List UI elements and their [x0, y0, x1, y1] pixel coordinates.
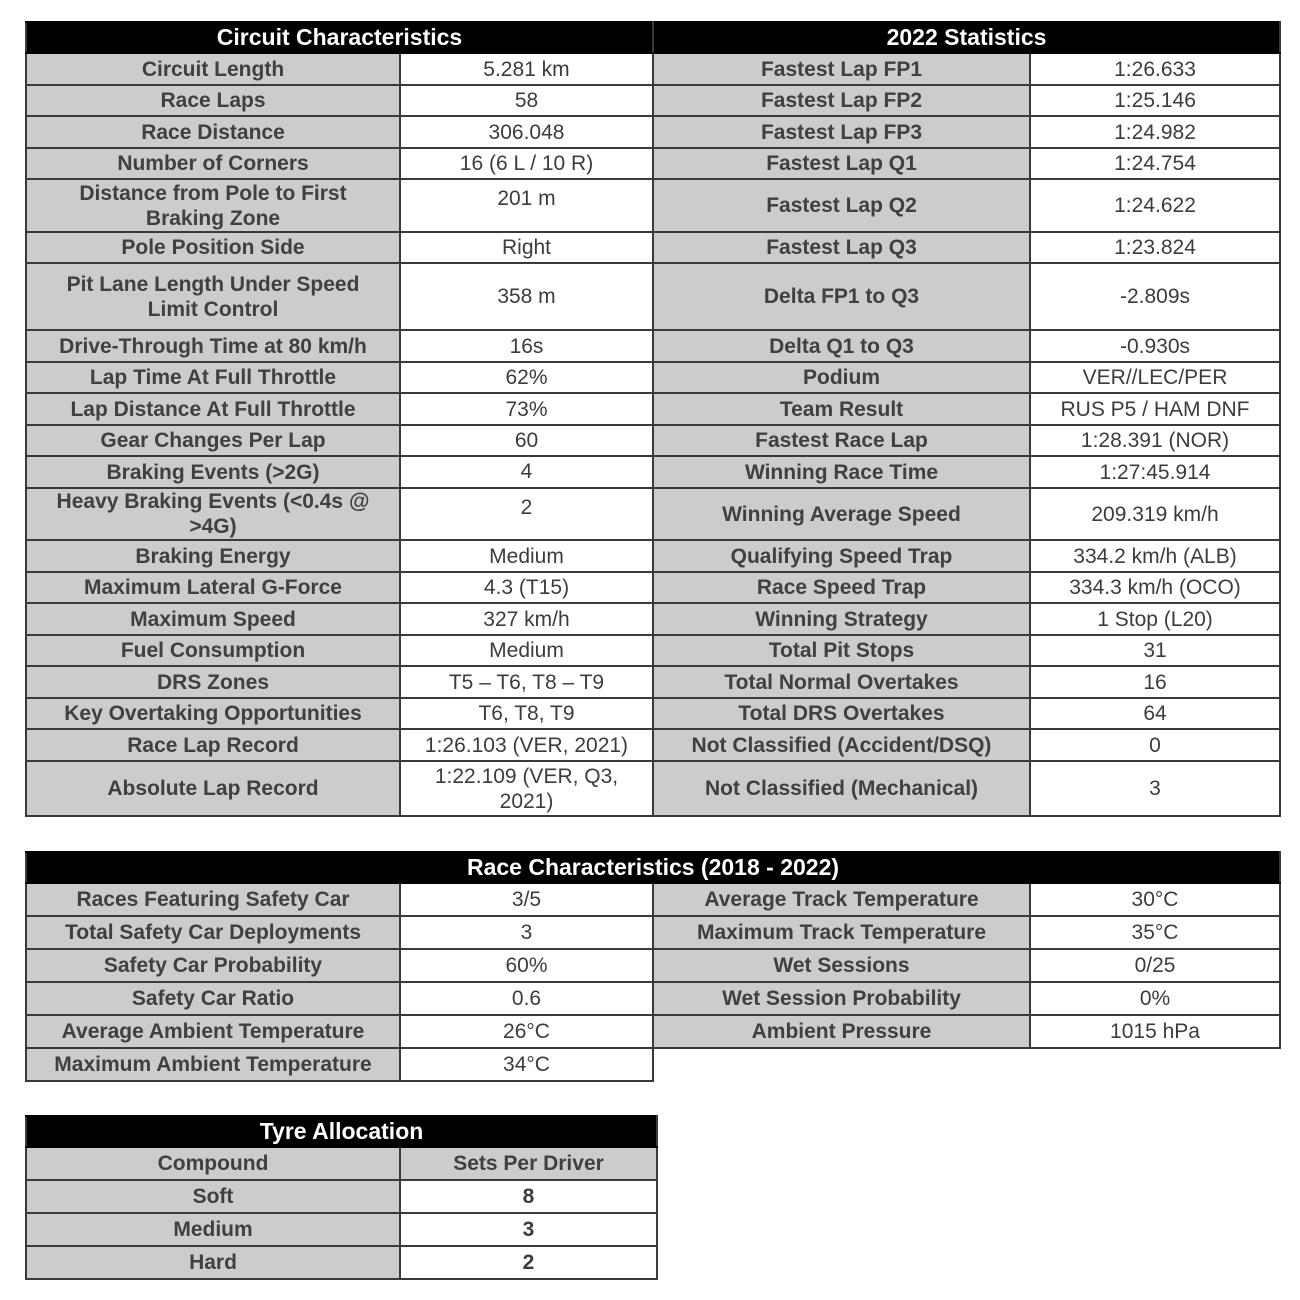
- circuit-label: Absolute Lap Record: [26, 761, 400, 816]
- circuit-value: 62%: [400, 362, 653, 393]
- circuit-value: 358 m: [400, 263, 653, 330]
- circuit-label: DRS Zones: [26, 666, 400, 698]
- stats-label: Total DRS Overtakes: [653, 698, 1030, 729]
- stats-value: -2.809s: [1030, 263, 1280, 330]
- race-value: 35°C: [1030, 916, 1280, 949]
- stats-value: 1:23.824: [1030, 232, 1280, 263]
- circuit-value: T6, T8, T9: [400, 698, 653, 729]
- race-label: Total Safety Car Deployments: [26, 916, 400, 949]
- circuit-value: 327 km/h: [400, 603, 653, 635]
- table-row: [26, 761, 1280, 816]
- stats-label: Fastest Lap FP2: [653, 85, 1030, 116]
- circuit-value: 4.3 (T15): [400, 572, 653, 603]
- stats-label: Not Classified (Mechanical): [653, 761, 1030, 816]
- circuit-value: 1:26.103 (VER, 2021): [400, 729, 653, 761]
- table-row: [26, 949, 1280, 982]
- circuit-characteristics-title: Circuit Characteristics: [26, 22, 653, 53]
- circuit-label: Circuit Length: [26, 53, 400, 85]
- tyre-allocation-table: [25, 1115, 658, 1280]
- circuit-label: Braking Energy: [26, 540, 400, 572]
- table-row: [26, 488, 1280, 540]
- circuit-label: Lap Distance At Full Throttle: [26, 393, 400, 425]
- stats-label: Fastest Lap Q2: [653, 179, 1030, 232]
- table-row: [26, 148, 1280, 179]
- sets-column-header: Sets Per Driver: [400, 1147, 657, 1180]
- race-label: Maximum Ambient Temperature: [26, 1048, 400, 1081]
- stats-value: 64: [1030, 698, 1280, 729]
- circuit-label: Pit Lane Length Under Speed Limit Control: [26, 263, 400, 330]
- stats-value: RUS P5 / HAM DNF: [1030, 393, 1280, 425]
- table-row: [26, 666, 1280, 698]
- race-label: Wet Session Probability: [653, 982, 1030, 1015]
- compound-column-header: Compound: [26, 1147, 400, 1180]
- sets-value: 3: [400, 1213, 657, 1246]
- table-row: [26, 330, 1280, 362]
- circuit-value: 201 m: [400, 179, 653, 232]
- circuit-value: Medium: [400, 540, 653, 572]
- race-characteristics-table: [25, 851, 1281, 1082]
- table-row: [26, 456, 1280, 488]
- race-value: 30°C: [1030, 883, 1280, 916]
- race-label: Average Ambient Temperature: [26, 1015, 400, 1048]
- stats-value: 334.3 km/h (OCO): [1030, 572, 1280, 603]
- race-label: Maximum Track Temperature: [653, 916, 1030, 949]
- stats-value: 209.319 km/h: [1030, 488, 1280, 540]
- circuit-label: Pole Position Side: [26, 232, 400, 263]
- race-label: Safety Car Ratio: [26, 982, 400, 1015]
- stats-value: 1 Stop (L20): [1030, 603, 1280, 635]
- stats-label: Winning Average Speed: [653, 488, 1030, 540]
- circuit-label: Distance from Pole to First Braking Zone: [26, 179, 400, 232]
- table-row: [26, 393, 1280, 425]
- circuit-value: Right: [400, 232, 653, 263]
- compound-name: Soft: [26, 1180, 400, 1213]
- table-row: [26, 1246, 657, 1279]
- table-row: [26, 53, 1280, 85]
- circuit-value: 60: [400, 425, 653, 456]
- table-row: [26, 85, 1280, 116]
- stats-label: Total Normal Overtakes: [653, 666, 1030, 698]
- table-row: [26, 982, 1280, 1015]
- table-row: [26, 883, 1280, 916]
- race-value: 0/25: [1030, 949, 1280, 982]
- stats-value: VER//LEC/PER: [1030, 362, 1280, 393]
- stats-label: Fastest Lap FP3: [653, 116, 1030, 148]
- race-value: 3/5: [400, 883, 653, 916]
- circuit-value: T5 – T6, T8 – T9: [400, 666, 653, 698]
- circuit-label: Number of Corners: [26, 148, 400, 179]
- stats-label: Winning Race Time: [653, 456, 1030, 488]
- table-row: [26, 263, 1280, 330]
- table-row: [26, 698, 1280, 729]
- race-characteristics-title: Race Characteristics (2018 - 2022): [26, 852, 1280, 883]
- stats-2022-title: 2022 Statistics: [653, 22, 1280, 53]
- race-label: Races Featuring Safety Car: [26, 883, 400, 916]
- race-label: Ambient Pressure: [653, 1015, 1030, 1048]
- table-row: [26, 425, 1280, 456]
- table-row: [26, 232, 1280, 263]
- circuit-value: 4: [400, 456, 653, 488]
- stats-value: 16: [1030, 666, 1280, 698]
- circuit-value: 5.281 km: [400, 53, 653, 85]
- circuit-and-2022-stats-table: [25, 21, 1281, 817]
- stats-label: Qualifying Speed Trap: [653, 540, 1030, 572]
- stats-value: 1:28.391 (NOR): [1030, 425, 1280, 456]
- table-row: [26, 1180, 657, 1213]
- circuit-label: Race Laps: [26, 85, 400, 116]
- stats-value: 1:26.633: [1030, 53, 1280, 85]
- race-value: 1015 hPa: [1030, 1015, 1280, 1048]
- stats-label: Podium: [653, 362, 1030, 393]
- table-row: [26, 540, 1280, 572]
- stats-label: Winning Strategy: [653, 603, 1030, 635]
- stats-label: Total Pit Stops: [653, 635, 1030, 666]
- circuit-value: 16s: [400, 330, 653, 362]
- circuit-label: Race Distance: [26, 116, 400, 148]
- race-value: 60%: [400, 949, 653, 982]
- table-row: [26, 1213, 657, 1246]
- stats-value: 0: [1030, 729, 1280, 761]
- circuit-label: Fuel Consumption: [26, 635, 400, 666]
- empty-cell: [653, 1048, 1280, 1081]
- stats-label: Delta Q1 to Q3: [653, 330, 1030, 362]
- table-row: [26, 1048, 1280, 1081]
- circuit-label: Maximum Speed: [26, 603, 400, 635]
- circuit-label: Drive-Through Time at 80 km/h: [26, 330, 400, 362]
- circuit-value: 306.048: [400, 116, 653, 148]
- sets-value: 8: [400, 1180, 657, 1213]
- race-value: 0.6: [400, 982, 653, 1015]
- race-value: 34°C: [400, 1048, 653, 1081]
- table-row: [26, 179, 1280, 232]
- table-row: [26, 572, 1280, 603]
- circuit-label: Race Lap Record: [26, 729, 400, 761]
- stats-label: Fastest Lap Q1: [653, 148, 1030, 179]
- stats-value: -0.930s: [1030, 330, 1280, 362]
- circuit-value: 16 (6 L / 10 R): [400, 148, 653, 179]
- table-row: [26, 916, 1280, 949]
- circuit-label: Braking Events (>2G): [26, 456, 400, 488]
- table-row: [26, 362, 1280, 393]
- stats-value: 3: [1030, 761, 1280, 816]
- table-row: [26, 116, 1280, 148]
- table-row: [26, 1015, 1280, 1048]
- stats-label: Fastest Lap Q3: [653, 232, 1030, 263]
- stats-label: Not Classified (Accident/DSQ): [653, 729, 1030, 761]
- tyre-allocation-title: Tyre Allocation: [26, 1116, 657, 1147]
- circuit-value: Medium: [400, 635, 653, 666]
- circuit-label: Lap Time At Full Throttle: [26, 362, 400, 393]
- race-value: 0%: [1030, 982, 1280, 1015]
- circuit-value: 1:22.109 (VER, Q3, 2021): [400, 761, 653, 816]
- circuit-label: Key Overtaking Opportunities: [26, 698, 400, 729]
- stats-value: 31: [1030, 635, 1280, 666]
- circuit-label: Maximum Lateral G-Force: [26, 572, 400, 603]
- stats-value: 1:24.622: [1030, 179, 1280, 232]
- stats-label: Race Speed Trap: [653, 572, 1030, 603]
- table-row: [26, 729, 1280, 761]
- stats-value: 1:24.982: [1030, 116, 1280, 148]
- race-value: 3: [400, 916, 653, 949]
- compound-name: Medium: [26, 1213, 400, 1246]
- stats-label: Delta FP1 to Q3: [653, 263, 1030, 330]
- table-row: [26, 603, 1280, 635]
- race-label: Safety Car Probability: [26, 949, 400, 982]
- stats-value: 1:24.754: [1030, 148, 1280, 179]
- race-value: 26°C: [400, 1015, 653, 1048]
- circuit-value: 73%: [400, 393, 653, 425]
- stats-label: Fastest Lap FP1: [653, 53, 1030, 85]
- stats-label: Team Result: [653, 393, 1030, 425]
- stats-value: 1:25.146: [1030, 85, 1280, 116]
- sets-value: 2: [400, 1246, 657, 1279]
- circuit-value: 58: [400, 85, 653, 116]
- table-row: [26, 635, 1280, 666]
- stats-value: 1:27:45.914: [1030, 456, 1280, 488]
- stats-value: 334.2 km/h (ALB): [1030, 540, 1280, 572]
- circuit-label: Heavy Braking Events (<0.4s @ >4G): [26, 488, 400, 540]
- race-label: Average Track Temperature: [653, 883, 1030, 916]
- stats-label: Fastest Race Lap: [653, 425, 1030, 456]
- race-label: Wet Sessions: [653, 949, 1030, 982]
- compound-name: Hard: [26, 1246, 400, 1279]
- circuit-label: Gear Changes Per Lap: [26, 425, 400, 456]
- circuit-value: 2: [400, 488, 653, 540]
